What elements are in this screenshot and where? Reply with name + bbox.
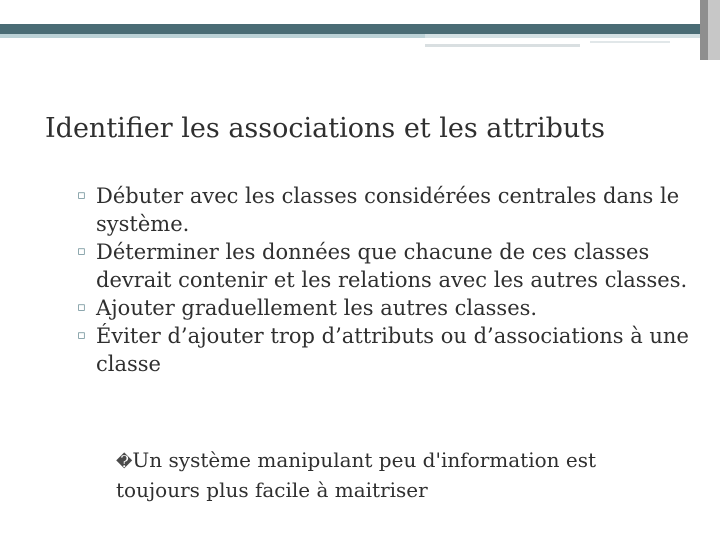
bullet-list xyxy=(75,182,695,378)
bullet-marker-icon: ▫ xyxy=(77,300,86,315)
bullet-marker-icon: ▫ xyxy=(77,244,86,259)
header-underline xyxy=(425,44,580,47)
bullet-text: Ajouter graduellement les autres classes. xyxy=(96,296,538,320)
header-accent-right xyxy=(425,34,700,38)
bullet-marker-icon: ▫ xyxy=(77,188,86,203)
sub-bullet-text: Un système manipulant peu d'information est toujours plus facile à maitriser xyxy=(116,448,596,502)
bullet-text: Éviter d’ajouter trop d’attributs ou d’associations à une classe xyxy=(96,324,689,376)
bullet-item xyxy=(75,238,695,294)
sub-bullet xyxy=(116,446,676,504)
bullet-text: Débuter avec les classes considérées centrales dans le système. xyxy=(96,184,680,236)
slide-top-margin xyxy=(0,0,720,24)
header-accent-left xyxy=(0,34,425,38)
bullet-item xyxy=(75,322,695,378)
header-underline-secondary xyxy=(590,41,670,43)
bullet-text: Déterminer les données que chacune de ces classes devrait contenir et les relations avec les autres classes. xyxy=(96,240,688,292)
bullet-marker-icon: ▫ xyxy=(77,328,86,343)
bullet-item xyxy=(75,182,695,238)
bullet-item xyxy=(75,294,695,322)
edge-strip-highlight xyxy=(708,0,720,60)
slide-title: Identifier les associations et les attributs xyxy=(45,113,605,144)
header-band xyxy=(0,24,700,34)
sub-bullet-marker-icon: � xyxy=(116,452,133,471)
